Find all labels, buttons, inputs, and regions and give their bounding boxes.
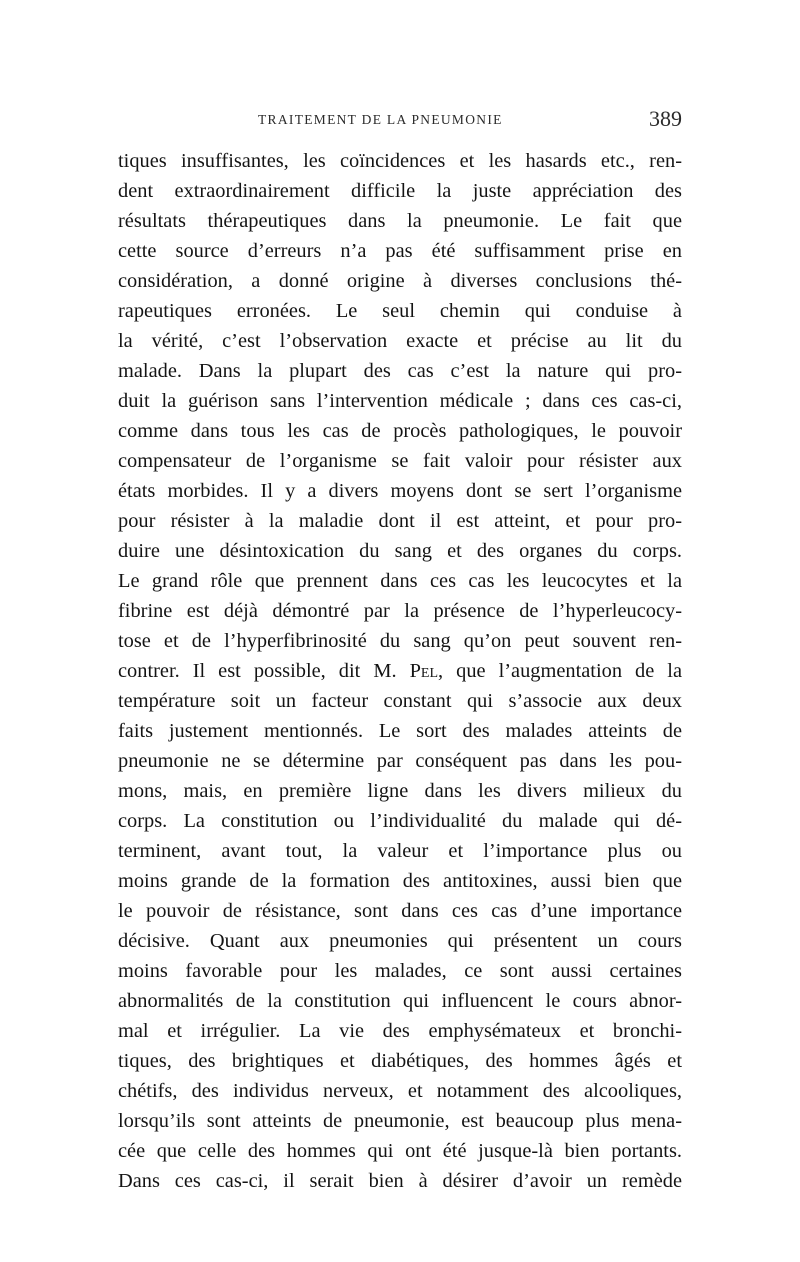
text-line: tose et de l’hyperfibrinosité du sang qu’on peut souvent ren- (118, 630, 682, 652)
running-title: TRAITEMENT DE LA PNEUMONIE (258, 112, 503, 127)
running-head (118, 106, 682, 136)
text-line: faits justement mentionnés. Le sort des malades atteints de (118, 720, 682, 742)
author-name: Pel (409, 660, 439, 682)
text-fragment: , que l’augmentation de la (438, 660, 682, 682)
text-line: tiques insuffisantes, les coïncidences et les hasards etc., ren- (118, 150, 682, 172)
text-line: lorsqu’ils sont atteints de pneumonie, est beaucoup plus mena- (118, 1110, 682, 1132)
text-line: pneumonie ne se détermine par conséquent pas dans les pou- (118, 750, 682, 772)
text-line: considération, a donné origine à diverses conclusions thé- (118, 270, 682, 292)
text-line: pour résister à la maladie dont il est atteint, et pour pro- (118, 510, 682, 532)
text-line: duire une désintoxication du sang et des organes du corps. (118, 540, 682, 562)
text-line: tiques, des brightiques et diabétiques, des hommes âgés et (118, 1050, 682, 1072)
text-line: fibrine est déjà démontré par la présence de l’hyperleucocy- (118, 600, 682, 622)
text-fragment: contrer. Il est possible, dit M. (118, 660, 410, 682)
text-line: rapeutiques erronées. Le seul chemin qui conduise à (118, 300, 682, 322)
text-line: comme dans tous les cas de procès pathologiques, le pouvoir (118, 420, 682, 442)
page-number: 389 (649, 106, 682, 131)
text-line: corps. La constitution ou l’individualité du malade qui dé- (118, 810, 682, 832)
text-line: états morbides. Il y a divers moyens dont se sert l’organisme (118, 480, 682, 502)
text-line: chétifs, des individus nerveux, et notamment des alcooliques, (118, 1080, 682, 1102)
text-line: température soit un facteur constant qui s’associe aux deux (118, 690, 682, 712)
text-line: cée que celle des hommes qui ont été jusque-là bien portants. (118, 1140, 682, 1162)
text-line: la vérité, c’est l’observation exacte et précise au lit du (118, 330, 682, 352)
text-line: le pouvoir de résistance, sont dans ces cas d’une importance (118, 900, 682, 922)
text-line: cette source d’erreurs n’a pas été suffisamment prise en (118, 240, 682, 262)
text-line: abnormalités de la constitution qui influencent le cours abnor- (118, 990, 682, 1012)
text-line-with-author (118, 656, 682, 686)
text-line: mal et irrégulier. La vie des emphysémateux et bronchi- (118, 1020, 682, 1042)
text-line: duit la guérison sans l’intervention médicale ; dans ces cas-ci, (118, 390, 682, 412)
text-line: mons, mais, en première ligne dans les divers milieux du (118, 780, 682, 802)
text-line: décisive. Quant aux pneumonies qui présentent un cours (118, 930, 682, 952)
text-line: résultats thérapeutiques dans la pneumonie. Le fait que (118, 210, 682, 232)
text-line: malade. Dans la plupart des cas c’est la nature qui pro- (118, 360, 682, 382)
text-line: moins grande de la formation des antitoxines, aussi bien que (118, 870, 682, 892)
text-line: moins favorable pour les malades, ce sont aussi certaines (118, 960, 682, 982)
text-line: dent extraordinairement difficile la juste appréciation des (118, 180, 682, 202)
text-line: compensateur de l’organisme se fait valoir pour résister aux (118, 450, 682, 472)
text-line: terminent, avant tout, la valeur et l’importance plus ou (118, 840, 682, 862)
text-line: Le grand rôle que prennent dans ces cas les leucocytes et la (118, 570, 682, 592)
text-line: Dans ces cas-ci, il serait bien à désirer d’avoir un remède (118, 1170, 682, 1192)
body-text (118, 146, 682, 1196)
